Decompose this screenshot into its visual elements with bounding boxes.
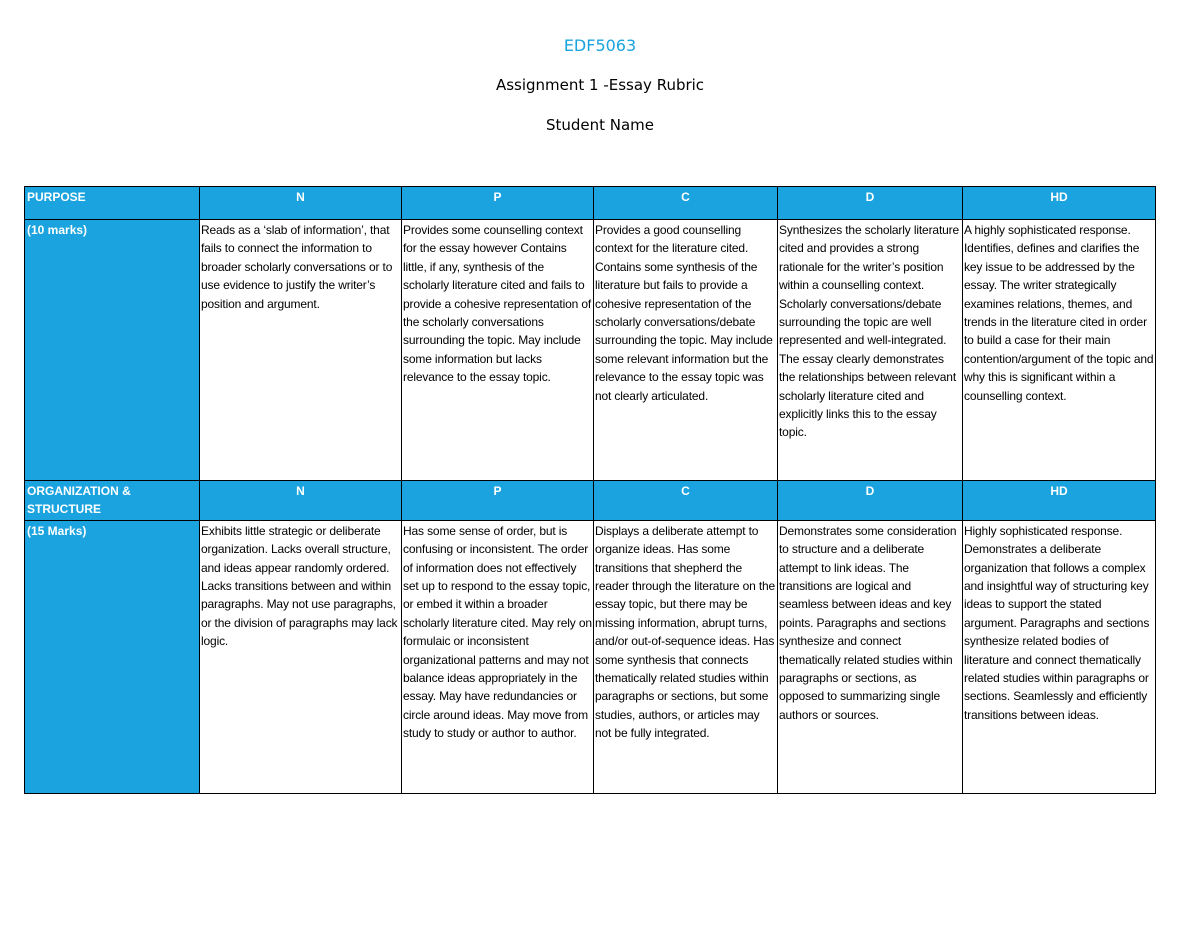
rubric-table — [24, 186, 1156, 794]
grade-band-c: C — [594, 187, 778, 220]
descriptor-hd: Highly sophisticated response. Demonstrates a deliberate organization that follows a complex and insightful way of structuring key ideas to support the stated argument. Paragraphs and sections synthesize related bodies of literature and connect thematically related studies within paragraphs or sections. Seamlessly and efficiently transitions between ideas. — [963, 520, 1156, 793]
descriptor-c: Displays a deliberate attempt to organize ideas. Has some transitions that shepherd the reader through the literature on the essay topic, but there may be missing information, abrupt turns, and/or out-of-sequence ideas. Has some synthesis that connects thematically related studies within paragraphs or sections, but some studies, authors, or articles may not be fully integrated. — [594, 520, 778, 793]
grade-band-n: N — [200, 481, 402, 521]
criterion-marks: (10 marks) — [25, 220, 200, 481]
course-code: EDF5063 — [563, 36, 637, 55]
grade-band-p: P — [402, 187, 594, 220]
descriptor-d: Synthesizes the scholarly literature cited and provides a strong rationale for the writer’s position within a counselling context. Scholarly conversations/debate surrounding the topic are well represented and well-integrated. The essay clearly demonstrates the relationships between relevant scholarly literature cited and explicitly links this to the essay topic. — [778, 220, 963, 481]
criterion-descriptor-row — [25, 520, 1156, 793]
grade-band-hd: HD — [963, 481, 1156, 521]
criterion-name: PURPOSE — [25, 187, 200, 220]
descriptor-hd: A highly sophisticated response. Identifies, defines and clarifies the key issue to be addressed by the essay. The writer strategically examines relations, themes, and trends in the literature cited in order to build a case for their main contention/argument of the topic and why this is significant within a counselling context. — [963, 220, 1156, 481]
grade-band-p: P — [402, 481, 594, 521]
grade-band-c: C — [594, 481, 778, 521]
criterion-header-row — [25, 187, 1156, 220]
descriptor-p: Provides some counselling context for the essay however Contains little, if any, synthesis of the scholarly literature cited and fails to provide a cohesive representation of the scholarly conversations surrounding the topic. May include some information but lacks relevance to the essay topic. — [402, 220, 594, 481]
descriptor-p: Has some sense of order, but is confusing or inconsistent. The order of information does not effectively set up to respond to the essay topic, or embed it within a broader scholarly literature cited. May rely on formulaic or inconsistent organizational patterns and may not balance ideas appropriately in the essay. May have redundancies or circle around ideas. May move from study to study or author to author. — [402, 520, 594, 793]
grade-band-d: D — [778, 481, 963, 521]
student-name-label: Student Name — [545, 116, 655, 134]
grade-band-d: D — [778, 187, 963, 220]
criterion-header-row — [25, 481, 1156, 521]
grade-band-hd: HD — [963, 187, 1156, 220]
grade-band-n: N — [200, 187, 402, 220]
descriptor-d: Demonstrates some consideration to structure and a deliberate attempt to link ideas. The transitions are logical and seamless between ideas and key points. Paragraphs and sections synthesize and connect thematically related studies within paragraphs or sections, as opposed to summarizing single authors or sources. — [778, 520, 963, 793]
descriptor-n: Reads as a ‘slab of information’, that fails to connect the information to broader scholarly conversations or to use evidence to justify the writer’s position and argument. — [200, 220, 402, 481]
criterion-descriptor-row — [25, 220, 1156, 481]
page-title: Assignment 1 -Essay Rubric — [495, 76, 705, 94]
descriptor-c: Provides a good counselling context for the literature cited. Contains some synthesis of the literature but fails to provide a cohesive representation of the scholarly conversations/debate surrounding the topic. May include some relevant information but the relevance to the essay topic was not clearly articulated. — [594, 220, 778, 481]
descriptor-n: Exhibits little strategic or deliberate organization. Lacks overall structure, and ideas appear randomly ordered. Lacks transitions between and within paragraphs. May not use paragraphs, or the division of paragraphs may lack logic. — [200, 520, 402, 793]
criterion-name: ORGANIZATION & STRUCTURE — [25, 481, 200, 521]
criterion-marks: (15 Marks) — [25, 520, 200, 793]
